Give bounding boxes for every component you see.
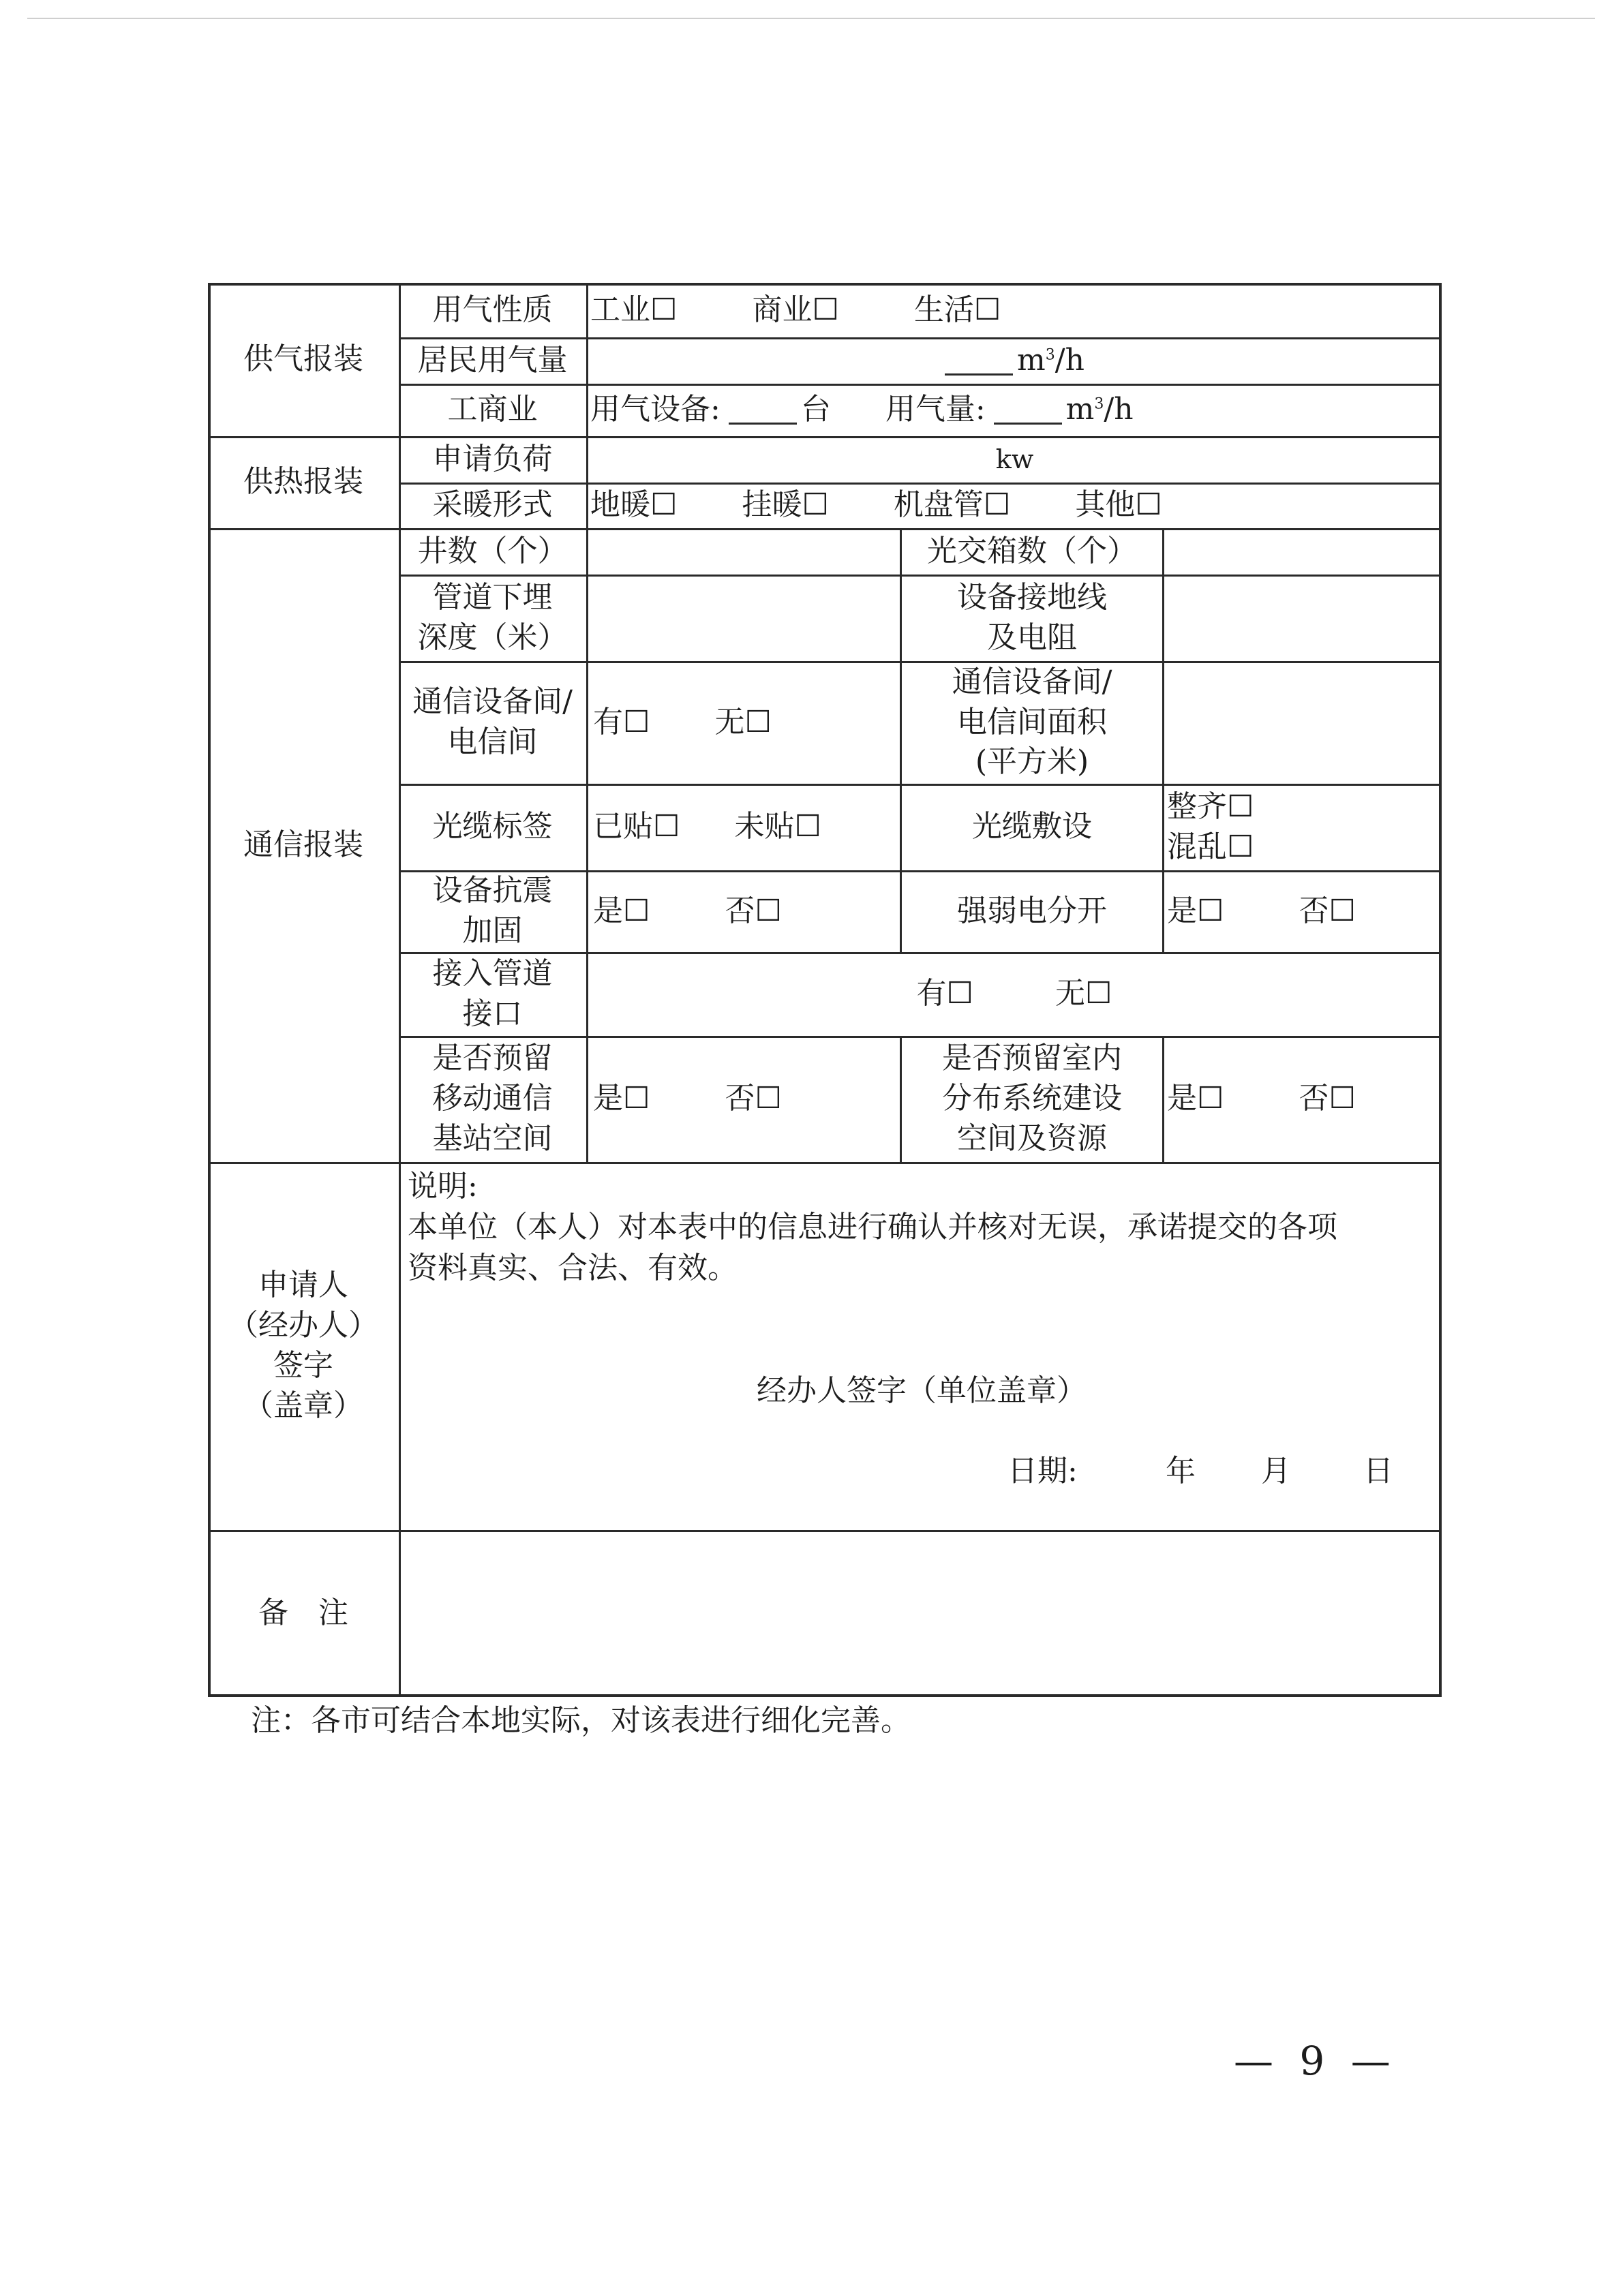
gas-resident-label: 居民用气量	[417, 342, 568, 378]
telecom-room-area-label: 通信设备间/ 电信间面积 (平方米)	[952, 664, 1112, 780]
heat-other-checkbox[interactable]: 其他☐	[1075, 487, 1162, 523]
telecom-seismic-label: 设备抗震 加固	[432, 873, 553, 948]
laying-messy-checkbox[interactable]: 混乱☐	[1167, 829, 1254, 864]
telecom-cable-laying-label: 光缆敷设	[972, 809, 1092, 844]
telecom-room-area-field[interactable]	[1164, 661, 1440, 784]
remarks-label: 备 注	[258, 1595, 348, 1631]
telecom-indoor-system-options	[1167, 1036, 1440, 1162]
gas-business-label: 工商业	[447, 392, 538, 427]
gas-amount-label: 用气量:	[885, 392, 986, 427]
telecom-pipe-depth-label: 管道下埋 深度（米）	[417, 579, 568, 655]
telecom-access-pipe-label: 接入管道 接口	[432, 955, 553, 1031]
gas-resident-unit: $m^3/h$	[1017, 342, 1084, 378]
applicant-date-month[interactable]: 月	[1261, 1454, 1291, 1488]
heat-load-unit: kw	[995, 444, 1034, 474]
telecom-equip-room-options	[593, 661, 900, 784]
column-divider	[1162, 1036, 1164, 1162]
telecom-section-label: 通信报装	[243, 827, 363, 862]
telecom-grounding-field[interactable]	[1164, 575, 1440, 661]
page-top-rule	[27, 18, 1595, 19]
gas-amount-blank[interactable]	[994, 395, 1062, 425]
heat-load-field[interactable]	[590, 436, 1439, 483]
equip-room-none-checkbox[interactable]: 无☐	[714, 704, 772, 739]
telecom-mobile-station-options	[593, 1036, 900, 1162]
telecom-equip-room-label: 通信设备间/ 电信间	[412, 684, 573, 759]
heat-heating-label: 采暖形式	[432, 487, 553, 523]
cable-posted-checkbox[interactable]: 已贴☐	[593, 809, 680, 844]
applicant-section-label: 申请人 （经办人） 签字 （盖章）	[228, 1268, 378, 1423]
gas-commercial-checkbox[interactable]: 商业☐	[752, 292, 839, 327]
cable-unposted-checkbox[interactable]: 未贴☐	[734, 809, 821, 844]
heat-fan-coil-checkbox[interactable]: 机盘管☐	[893, 487, 1011, 523]
separation-no-checkbox[interactable]: 否☐	[1299, 893, 1356, 928]
mobile-no-checkbox[interactable]: 否☐	[725, 1081, 782, 1116]
mobile-yes-checkbox[interactable]: 是☐	[593, 1081, 650, 1116]
gas-domestic-checkbox[interactable]: 生活☐	[913, 292, 1001, 327]
gas-nature-label: 用气性质	[432, 292, 553, 327]
applicant-desc-line1: 本单位（本人）对本表中的信息进行确认并核对无误，承诺提交的各项	[408, 1210, 1337, 1244]
page-number: — 9 —	[1234, 2038, 1397, 2084]
telecom-grounding-label: 设备接地线 及电阻	[957, 579, 1107, 655]
applicant-desc-line2: 资料真实、合法、有效。	[408, 1251, 738, 1285]
gas-device-label: 用气设备:	[590, 392, 721, 427]
heat-section-label: 供热报装	[243, 464, 363, 500]
telecom-wells-label: 井数（个）	[417, 533, 568, 568]
gas-industrial-checkbox[interactable]: 工业☐	[590, 292, 678, 327]
access-has-checkbox[interactable]: 有☐	[916, 976, 973, 1011]
heat-heating-options	[590, 483, 1439, 528]
seismic-no-checkbox[interactable]: 否☐	[725, 893, 782, 928]
telecom-seismic-options	[593, 870, 900, 952]
indoor-no-checkbox[interactable]: 否☐	[1299, 1081, 1356, 1116]
telecom-cable-laying-options	[1167, 784, 1440, 870]
telecom-indoor-system-label: 是否预留室内 分布系统建设 空间及资源	[942, 1041, 1122, 1156]
gas-device-unit: 台	[800, 392, 831, 427]
applicant-desc-title: 说明:	[408, 1169, 478, 1204]
heat-load-label: 申请负荷	[432, 441, 553, 476]
heat-wall-checkbox[interactable]: 挂暖☐	[742, 487, 829, 523]
telecom-separation-label: 强弱电分开	[957, 893, 1107, 928]
gas-section-label: 供气报装	[243, 341, 363, 377]
gas-nature-options	[590, 283, 1439, 337]
telecom-mobile-station-label: 是否预留 移动通信 基站空间	[432, 1041, 553, 1156]
applicant-signature-label[interactable]: 经办人签字（单位盖章）	[757, 1373, 1087, 1408]
telecom-fiber-box-label: 光交箱数（个）	[927, 533, 1137, 568]
equip-room-has-checkbox[interactable]: 有☐	[593, 704, 650, 739]
applicant-date-label: 日期:	[1007, 1454, 1078, 1488]
gas-device-blank[interactable]	[729, 395, 797, 425]
gas-business-fields	[590, 384, 1439, 436]
separation-yes-checkbox[interactable]: 是☐	[1167, 893, 1224, 928]
gas-amount-unit: $m^3/h$	[1065, 392, 1134, 427]
applicant-date-year[interactable]: 年	[1166, 1454, 1196, 1488]
telecom-wells-field[interactable]	[588, 528, 900, 575]
telecom-separation-options	[1167, 870, 1440, 952]
applicant-date-day[interactable]: 日	[1363, 1454, 1393, 1488]
telecom-cable-label-label: 光缆标签	[432, 809, 553, 844]
telecom-fiber-box-field[interactable]	[1164, 528, 1440, 575]
telecom-access-pipe-options	[588, 952, 1440, 1036]
remarks-field[interactable]	[401, 1532, 1439, 1694]
access-none-checkbox[interactable]: 无☐	[1055, 976, 1112, 1011]
indoor-yes-checkbox[interactable]: 是☐	[1167, 1081, 1224, 1116]
seismic-yes-checkbox[interactable]: 是☐	[593, 893, 650, 928]
footnote: 注：各市可结合本地实际，对该表进行细化完善。	[251, 1703, 911, 1738]
telecom-cable-label-options	[593, 784, 900, 870]
heat-floor-checkbox[interactable]: 地暖☐	[590, 487, 678, 523]
laying-neat-checkbox[interactable]: 整齐☐	[1167, 789, 1254, 824]
gas-resident-field[interactable]	[590, 337, 1439, 384]
telecom-pipe-depth-field[interactable]	[588, 575, 900, 661]
